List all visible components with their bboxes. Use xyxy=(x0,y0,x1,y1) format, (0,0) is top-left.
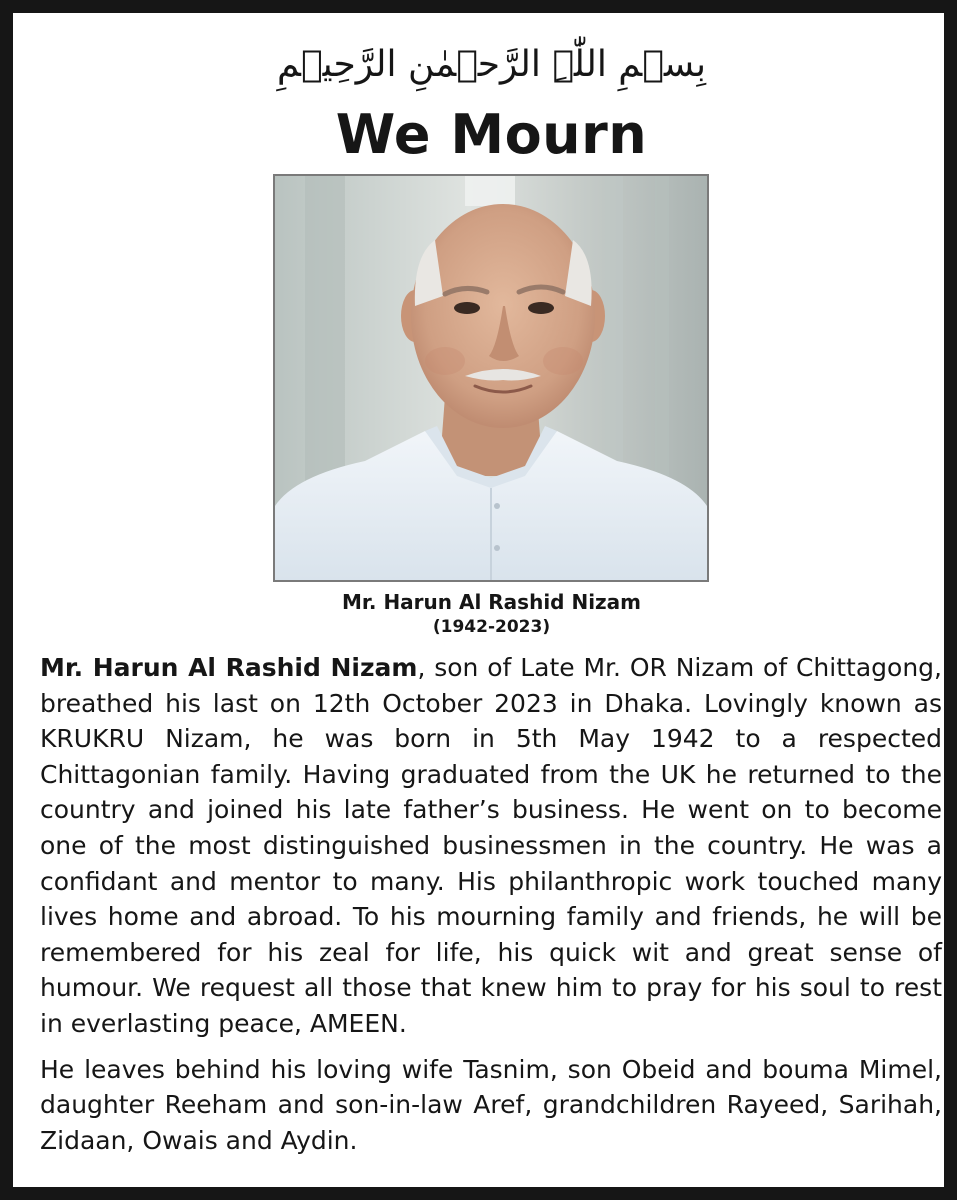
obituary-lead-name: Mr. Harun Al Rashid Nizam xyxy=(40,653,418,682)
obituary-paragraph-1 xyxy=(40,650,942,1042)
headline-we-mourn: We Mourn xyxy=(335,103,648,166)
caption-name: Mr. Harun Al Rashid Nizam xyxy=(341,590,642,614)
bismillah-calligraphy: بِسۡمِ اللّٰہِ الرَّحۡمٰنِ الرَّحِیۡمِ xyxy=(277,44,706,85)
obituary-body xyxy=(40,650,942,1158)
portrait-photo xyxy=(273,174,709,582)
obituary-paragraph-2: He leaves behind his loving wife Tasnim, son Obeid and bouma Mimel, daughter Reeham and son-in-law Aref, grandchildren Rayeed, Sarihah, Zidaan, Owais and Aydin. xyxy=(40,1054,942,1155)
caption-years: (1942-2023) xyxy=(432,617,551,637)
obituary-paragraph-1-text: , son of Late Mr. OR Nizam of Chittagong, breathed his last on 12th October 2023 in Dhaka. Lovingly known as KRUKRU Nizam, he was born in 5th May 1942 to a respected Chittagonian family. Having graduated from the UK he returned to the country and joined his late father’s business. He went on to become one of the most distinguished businessmen in the country. He was a confidant and mentor to many. His philanthropic work touched many lives home and abroad. To his mourning family and friends, he will be remembered for his zeal for life, his quick wit and great sense of humour. We request all those that knew him to pray for his soul to rest in everlasting peace, AMEEN. xyxy=(40,653,942,1038)
portrait-illustration xyxy=(275,176,707,580)
